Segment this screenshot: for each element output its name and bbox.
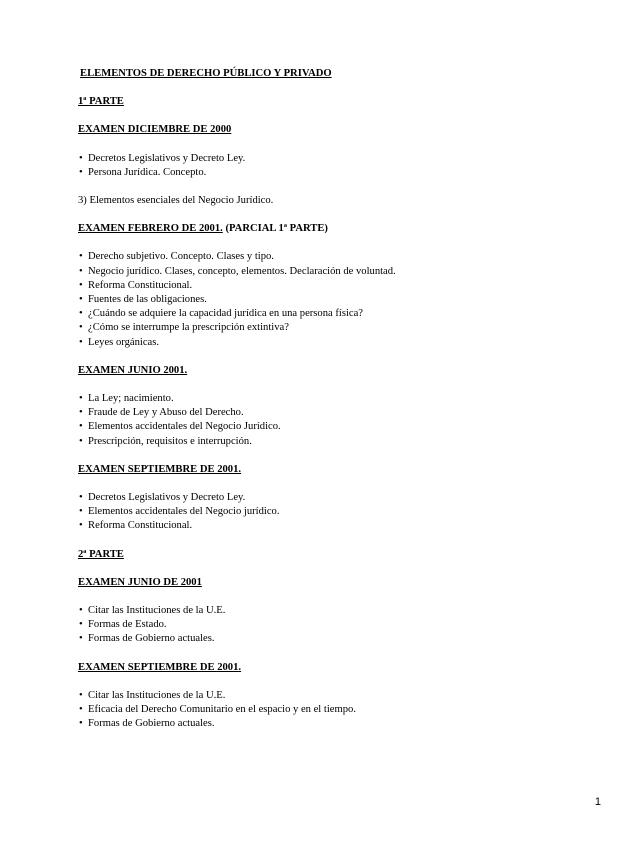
list-item: • Elementos accidentales del Negocio jurídico. (78, 505, 618, 519)
list-item: • ¿Cuándo se adquiere la capacidad jurídica en una persona física? (78, 307, 618, 321)
document-title: ELEMENTOS DE DERECHO PÚBLICO Y PRIVADO (80, 68, 332, 79)
exam-june-2001-heading-text: EXAMEN JUNIO 2001. (78, 364, 188, 376)
part-2-exam-june-2001-heading (78, 576, 618, 590)
list-item: • Citar las Instituciones de la U.E. (78, 689, 618, 703)
part-1-heading (78, 95, 618, 109)
list-item: • Eficacia del Derecho Comunitario en el espacio y en el tiempo. (78, 703, 618, 717)
part-2-heading (78, 548, 618, 562)
list-item: • Negocio jurídico. Clases, concepto, elementos. Declaración de voluntad. (78, 265, 618, 279)
exam-december-2000-list (78, 152, 618, 180)
list-item: • La Ley; nacimiento. (78, 392, 618, 406)
numbered-item: 3) Elementos esenciales del Negocio Jurídico. (78, 195, 274, 207)
page-number: 1 (594, 796, 601, 808)
document-content (78, 67, 618, 746)
list-item: • Persona Jurídica. Concepto. (78, 166, 618, 180)
exam-june-2001-list (78, 392, 618, 449)
part-2-exam-june-2001-list (78, 604, 618, 647)
exam-june-2001-heading (78, 364, 618, 378)
exam-december-2000-heading-text: EXAMEN DICIEMBRE DE 2000 (78, 124, 232, 136)
part-2-heading-text: 2ª PARTE (78, 548, 124, 560)
list-item: • Reforma Constitucional. (78, 279, 618, 293)
list-item: • Decretos Legislativos y Decreto Ley. (78, 152, 618, 166)
list-item: • Derecho subjetivo. Concepto. Clases y tipo. (78, 250, 618, 264)
exam-february-2001-heading-suffix: (PARCIAL 1ª PARTE) (225, 223, 328, 235)
exam-february-2001-heading-text: EXAMEN FEBRERO DE 2001. (78, 223, 223, 235)
list-item: • ¿Cómo se interrumpe la prescripción extintiva? (78, 321, 618, 335)
list-item: • Decretos Legislativos y Decreto Ley. (78, 491, 618, 505)
exam-september-2001-list (78, 491, 618, 534)
exam-september-2001-heading (78, 463, 618, 477)
list-item: • Formas de Estado. (78, 618, 618, 632)
exam-february-2001-list (78, 250, 618, 349)
list-item: • Elementos accidentales del Negocio Jurídico. (78, 420, 618, 434)
list-item: • Fuentes de las obligaciones. (78, 293, 618, 307)
list-item: • Formas de Gobierno actuales. (78, 632, 618, 646)
list-item: • Leyes orgánicas. (78, 336, 618, 350)
exam-february-2001-heading (78, 222, 618, 236)
part-2-exam-september-2001-list (78, 689, 618, 732)
part-2-exam-september-2001-heading-text: EXAMEN SEPTIEMBRE DE 2001. (78, 661, 242, 673)
list-item: • Prescripción, requisitos e interrupción. (78, 435, 618, 449)
part-2-exam-september-2001-heading (78, 661, 618, 675)
list-item: • Citar las Instituciones de la U.E. (78, 604, 618, 618)
list-item: • Reforma Constitucional. (78, 519, 618, 533)
list-item: • Fraude de Ley y Abuso del Derecho. (78, 406, 618, 420)
exam-december-2000-heading (78, 123, 618, 137)
list-item: • Formas de Gobierno actuales. (78, 717, 618, 731)
part-1-heading-text: 1ª PARTE (78, 96, 124, 108)
exam-september-2001-heading-text: EXAMEN SEPTIEMBRE DE 2001. (78, 463, 242, 475)
part-2-exam-june-2001-heading-text: EXAMEN JUNIO DE 2001 (78, 576, 202, 588)
